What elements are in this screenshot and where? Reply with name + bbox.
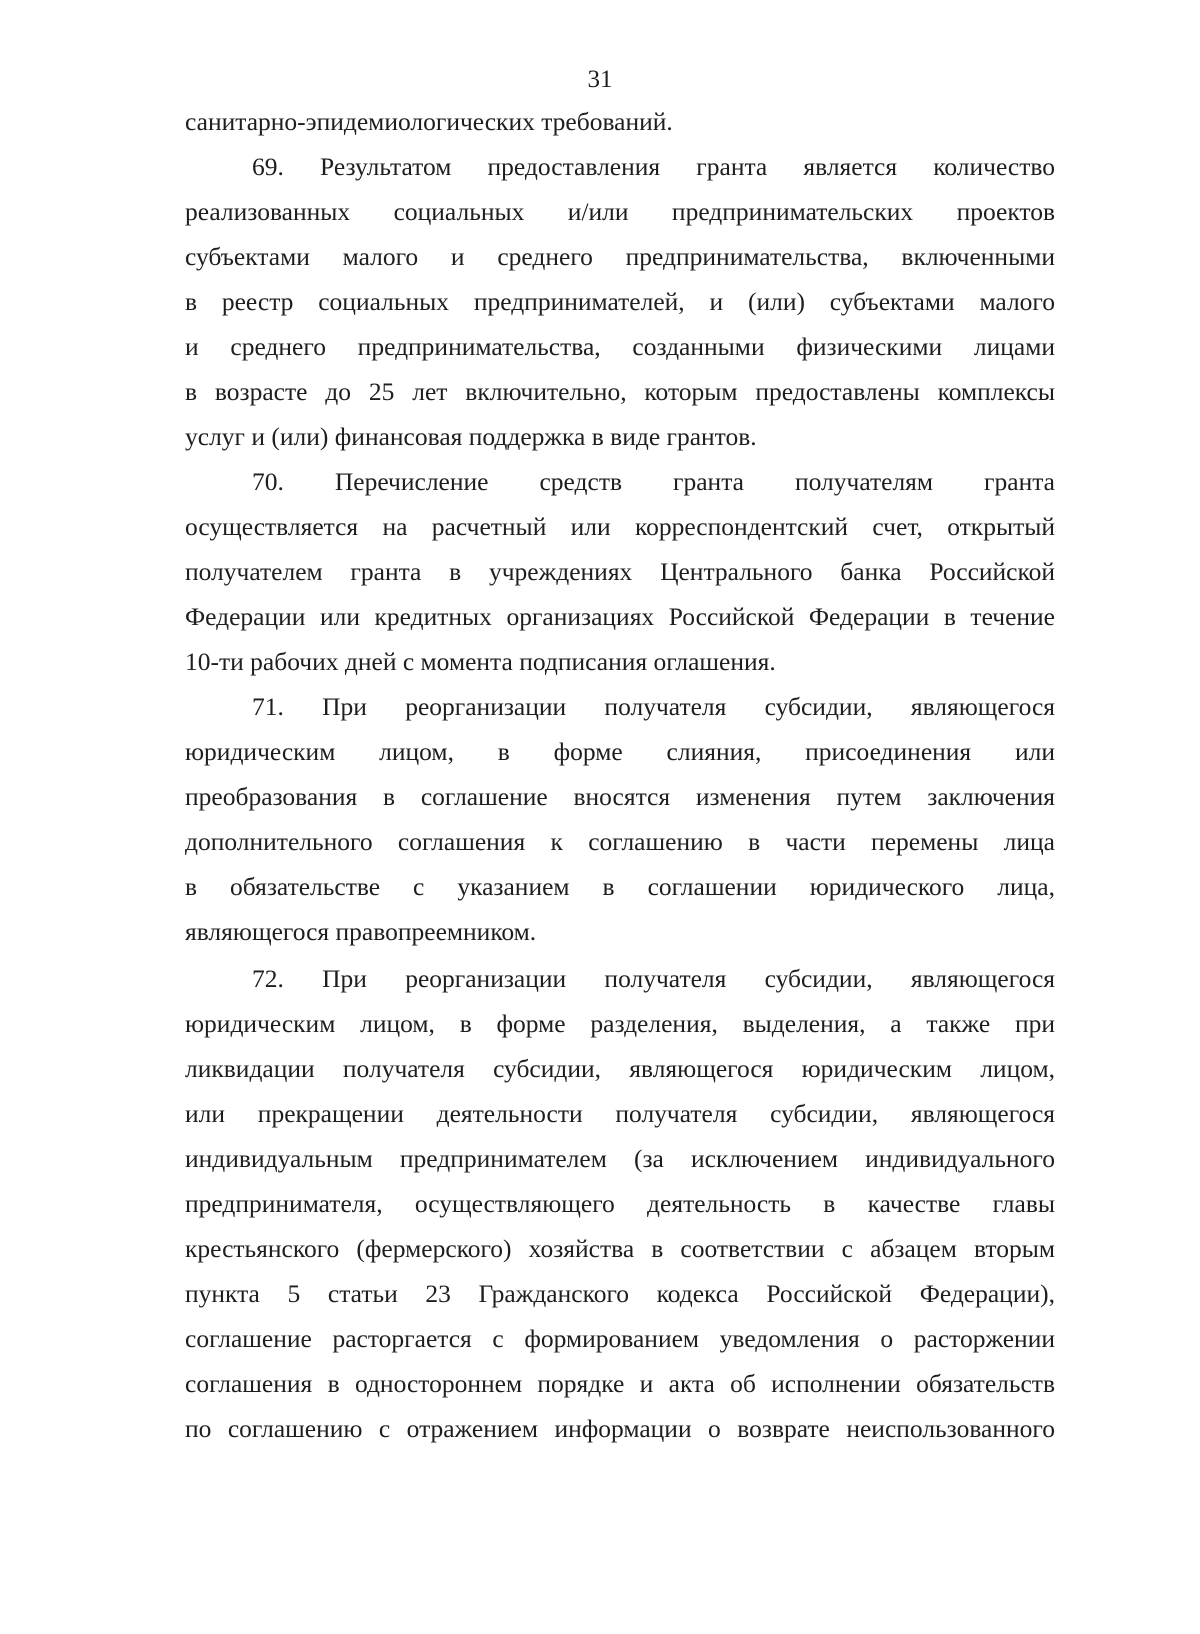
text-line: 10-ти рабочих дней с момента подписания оглашения. [185, 647, 776, 676]
text-line: соглашение расторгается с формированием уведомления о расторжении [185, 1324, 1055, 1353]
text-line: санитарно-эпидемиологических требований. [185, 107, 673, 136]
text-line: являющегося правопреемником. [185, 917, 537, 946]
text-line: реализованных социальных и/или предпринимательских проектов [185, 197, 1055, 226]
text-line: получателем гранта в учреждениях Центрального банка Российской [185, 557, 1055, 586]
paragraph-72-first-line: 72. При реорганизации получателя субсидии, являющегося [252, 964, 1055, 993]
text-line: по соглашению с отражением информации о возврате неиспользованного [185, 1414, 1055, 1443]
text-line: соглашения в одностороннем порядке и акта об исполнении обязательств [185, 1369, 1055, 1398]
text-line: пункта 5 статьи 23 Гражданского кодекса Российской Федерации), [185, 1279, 1055, 1308]
text-line: предпринимателя, осуществляющего деятельность в качестве главы [185, 1189, 1055, 1218]
text-line: услуг и (или) финансовая поддержка в виде грантов. [185, 422, 757, 451]
text-line: юридическим лицом, в форме слияния, присоединения или [185, 737, 1055, 766]
text-line: субъектами малого и среднего предпринимательства, включенными [185, 242, 1055, 271]
paragraph-69-first-line: 69. Результатом предоставления гранта является количество [252, 152, 1055, 181]
text-line: крестьянского (фермерского) хозяйства в соответствии с абзацем вторым [185, 1234, 1055, 1263]
text-line: и среднего предпринимательства, созданными физическими лицами [185, 332, 1055, 361]
text-line: в реестр социальных предпринимателей, и (или) субъектами малого [185, 287, 1055, 316]
text-line: в возрасте до 25 лет включительно, которым предоставлены комплексы [185, 377, 1055, 406]
text-line: юридическим лицом, в форме разделения, выделения, а также при [185, 1009, 1055, 1038]
text-line: в обязательстве с указанием в соглашении юридического лица, [185, 872, 1055, 901]
text-line: или прекращении деятельности получателя субсидии, являющегося [185, 1099, 1055, 1128]
text-line: Федерации или кредитных организациях Российской Федерации в течение [185, 602, 1055, 631]
text-line: осуществляется на расчетный или корреспондентский счет, открытый [185, 512, 1055, 541]
text-line: дополнительного соглашения к соглашению в части перемены лица [185, 827, 1055, 856]
text-line: индивидуальным предпринимателем (за исключением индивидуального [185, 1144, 1055, 1173]
text-line: ликвидации получателя субсидии, являющегося юридическим лицом, [185, 1054, 1055, 1083]
paragraph-71-first-line: 71. При реорганизации получателя субсидии, являющегося [252, 692, 1055, 721]
page-number: 31 [587, 66, 613, 93]
text-line: преобразования в соглашение вносятся изменения путем заключения [185, 782, 1055, 811]
paragraph-70-first-line: 70. Перечисление средств гранта получателям гранта [252, 467, 1055, 496]
